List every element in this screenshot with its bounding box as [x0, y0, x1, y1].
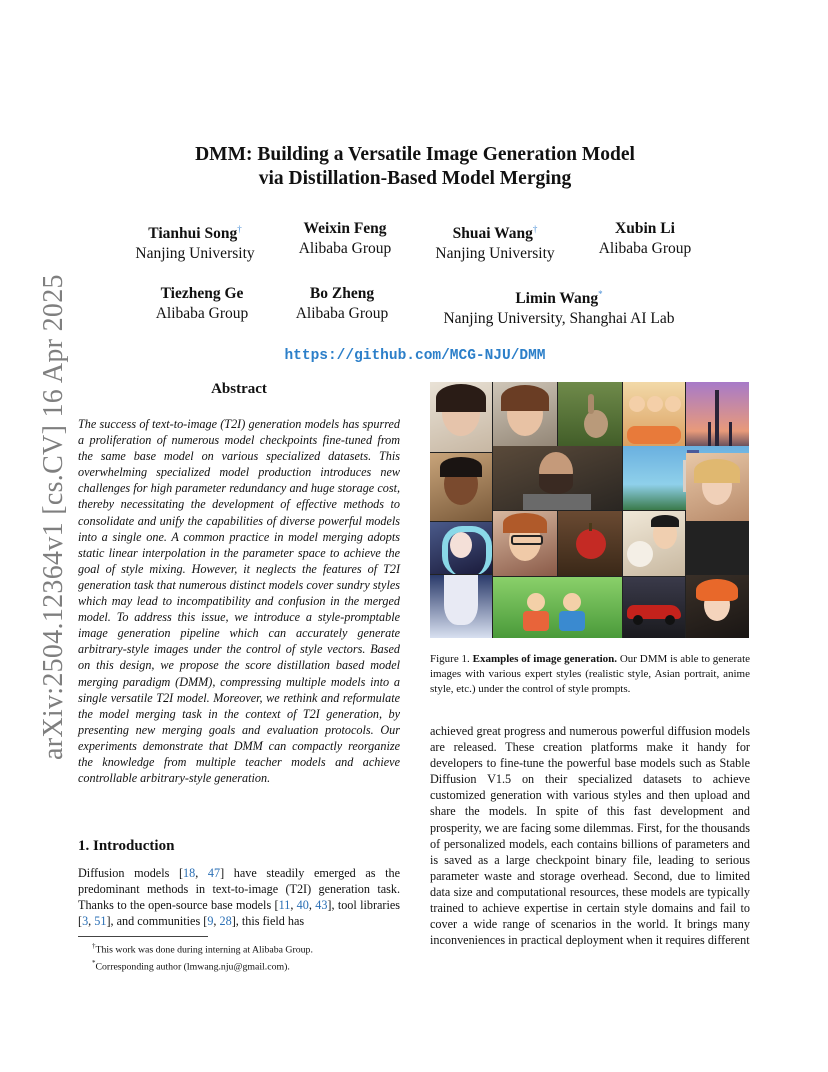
citation-link[interactable]: 9: [207, 914, 214, 929]
woman-with-glasses-image: [493, 511, 557, 576]
arxiv-identifier: arXiv:2504.12364v1 [cs.CV] 16 Apr 2025: [38, 274, 69, 760]
citation-link[interactable]: 47: [207, 866, 221, 880]
author-tianhui-song: Tianhui Song† Nanjing University: [135, 224, 255, 262]
anime-girl-blue-hair-image: [430, 522, 492, 574]
author-shuai-wang: Shuai Wang† Nanjing University: [435, 224, 555, 262]
portrait-young-man-image: [430, 453, 492, 521]
man-with-dog-image: [623, 511, 685, 576]
anime-girl-blue-hair-lower-image: [430, 575, 492, 638]
author-affiliation: Alibaba Group: [298, 240, 392, 257]
portrait-smiling-woman-image: [493, 382, 557, 452]
author-affiliation: Alibaba Group: [155, 305, 249, 322]
paper-title-line1: DMM: Building a Versatile Image Generation Model: [195, 144, 635, 165]
abstract-body: The success of text-to-image (T2I) generation models has spurred a proliferation of numerous model checkpoints fine-tuned from the same base model on various specialized datasets. This overwhelming specialized model production introduces new challenges for high parameter redundancy and huge storage cost, thereby necessitating the development of effective methods to consolidate and unify the capabilities of diverse powerful models into a single one. A common practice in model merging adopts static linear interpolation in the parameter space to achieve the goal of style mixing. However, it neglects the features of T2I generation task that numerous distinct models cover sundry styles which may lead to incompatibility and confusion in the merged model. To address this issue, we introduce a style-promptable image generation pipeline which can accurately generate arbitrary-style images under the control of style vectors. Based on this design, we propose the score distillation based model merging paradigm (DMM), compressing multiple models into a single versatile T2I model. Moreover, we rethink and reformulate the model merging task in the context of T2I generation, by presenting new merging goals and evaluation protocols. Our experiments demonstrate that DMM can compactly reorganize the knowledge from multiple teacher models and achieve controllable arbitrary-style generation.: [78, 417, 400, 786]
footnotes: [92, 940, 392, 974]
figure-1-caption: Figure 1. Examples of image generation. Our DMM is able to generate images with various expert styles (realistic style, Asian portrait, anime style, etc.) under the control of style prompts.: [430, 653, 751, 695]
citation-link[interactable]: 18: [183, 866, 196, 880]
anime-children-forest-image: [493, 577, 622, 638]
author-affiliation: Nanjing University, Shanghai AI Lab: [443, 310, 675, 327]
introduction-paragraph: Diffusion models [18, 47] have steadily emerged as the predominant methods in text-to-image (T2I) generation task. Thanks to the open-source base models [11, 40, 43], tool libraries [3, 51], and communities [9, 28], this field has: [78, 866, 401, 929]
red-apple-still-life-image: [558, 511, 622, 576]
author-affiliation: Nanjing University: [435, 245, 555, 262]
citation-link[interactable]: 40: [296, 898, 309, 913]
rabbit-in-meadow-image: [558, 382, 622, 452]
portrait-asian-woman-image: [430, 382, 492, 452]
anime-boy-orange-hair-image: [686, 575, 749, 638]
author-affiliation: Nanjing University: [135, 245, 255, 262]
author-tiezheng-ge: Tiezheng Ge Alibaba Group: [155, 285, 249, 322]
figure-1-image-grid: [430, 382, 749, 638]
author-bo-zheng: Bo Zheng Alibaba Group: [295, 285, 389, 322]
bearded-man-armor-image: [493, 446, 622, 510]
abstract-heading: Abstract: [211, 381, 267, 397]
paper-title-line2: via Distillation-Based Model Merging: [258, 168, 572, 189]
anime-children-eating-image: [623, 382, 685, 452]
section-heading-introduction: 1. Introduction: [78, 838, 175, 854]
citation-link[interactable]: 28: [219, 914, 232, 929]
eiffel-tower-sunset-image: [686, 382, 749, 452]
introduction-continued-paragraph: achieved great progress and numerous powerful diffusion models are released. These creation platforms make it handy for developers to fine-tune the powerful base models such as Stable Diffusion V1.5 on their specialized datasets to achieve customized generation with various styles and then upload and share the models. In spite of this fast development and prosperity, we are facing some dilemmas. First, for the thousands of personalized models, each contains billions of parameters and is saved as a large checkpoint binary file, leading to serious parameter waste and storage overhead. Second, due to limited data size and computational resources, these models are typically trained to achieve expertise in certain style domains and fail to cover a wide range of scenarios in the world. It brings many inconveniences in practical deployment when it requires different: [430, 724, 750, 948]
author-affiliation: Alibaba Group: [598, 240, 692, 257]
citation-link[interactable]: 11: [278, 898, 291, 913]
author-xubin-li: Xubin Li Alibaba Group: [598, 220, 692, 257]
footnote-intern: †This work was done during interning at Alibaba Group.: [92, 942, 313, 956]
footnote-corresponding: *Corresponding author (lmwang.nju@gmail.com).: [92, 958, 290, 973]
author-limin-wang: Limin Wang* Nanjing University, Shanghai AI Lab: [443, 289, 675, 327]
repository-link[interactable]: https://github.com/MCG-NJU/DMM: [284, 348, 546, 364]
citation-link[interactable]: 3: [82, 914, 89, 929]
blonde-fantasy-woman-image: [686, 453, 749, 521]
citation-link[interactable]: 51: [94, 914, 107, 929]
red-sports-car-image: [623, 577, 685, 638]
footnote-divider: [78, 936, 208, 937]
author-affiliation: Alibaba Group: [295, 305, 389, 322]
author-weixin-feng: Weixin Feng Alibaba Group: [298, 220, 392, 257]
citation-link[interactable]: 43: [315, 898, 328, 913]
